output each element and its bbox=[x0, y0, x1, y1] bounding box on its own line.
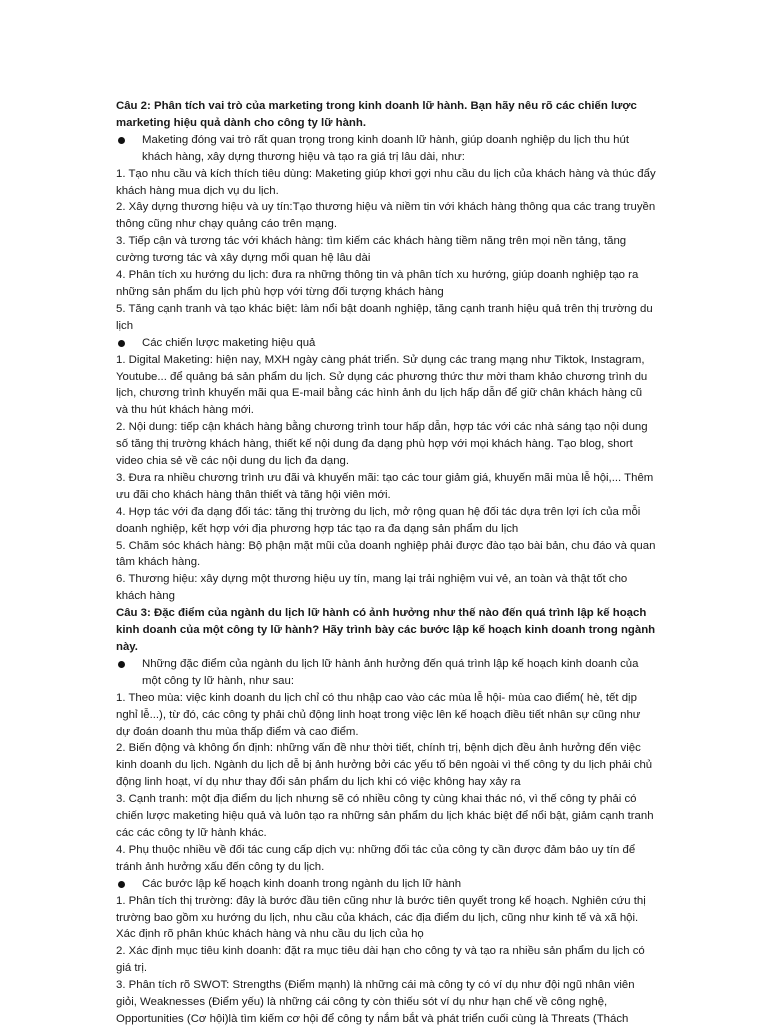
bullet-text: Các chiến lược maketing hiệu quả bbox=[142, 336, 316, 349]
strategy-item: 3. Đưa ra nhiều chương trình ưu đãi và khuyến mãi: tạo các tour giảm giá, khuyến mãi mùa lễ hội,... Thêm ưu đãi cho khách hàng thân thiết và tăng hội viên mới. bbox=[116, 471, 654, 501]
feature-item: 1. Theo mùa: việc kinh doanh du lịch chỉ có thu nhập cao vào các mùa lễ hội- mùa cao điểm( hè, tết dịp nghỉ lễ...), từ đó, các công ty phải chủ động linh hoạt trong việc lên kế hoạch điều tiết nhân sự cũng như dự đoán doanh thu mùa thấp điểm và cao điểm. bbox=[116, 691, 641, 738]
bullet-text: Những đặc điểm của ngành du lịch lữ hành ảnh hưởng đến quá trình lập kế hoạch kinh doanh của một công ty lữ hành, như sau: bbox=[142, 657, 639, 687]
feature-item: 3. Cạnh tranh: một địa điểm du lịch nhưng sẽ có nhiều công ty cùng khai thác nó, vì thế công ty phải có chiến lược maketing hiệu quả và luôn tạo ra những sản phẩm du lịch khác biệt để nổi bật, giảm cạnh tranh các các công ty lữ hành khác. bbox=[116, 793, 654, 839]
feature-item: 4. Phụ thuộc nhiều về đối tác cung cấp dịch vụ: những đối tác của công ty cần được đảm bảo uy tín để tránh ảnh hưởng xấu đến công ty du lịch. bbox=[116, 843, 636, 873]
strategy-item: 6. Thương hiệu: xây dựng một thương hiệu uy tín, mang lại trải nghiệm vui vẻ, an toàn và thật tốt cho khách hàng bbox=[116, 573, 628, 603]
step-item: 2. Xác định mục tiêu kinh doanh: đặt ra mục tiêu dài hạn cho công ty và tạo ra nhiều sản phẩm du lịch có giá trị. bbox=[116, 945, 645, 975]
bullet-dot-icon bbox=[118, 340, 125, 347]
strategy-item: 2. Nội dung: tiếp cận khách hàng bằng chương trình tour hấp dẫn, hợp tác với các nhà sáng tạo nội dung số tăng thị trường khách hàng, thiết kế nội dung đa dạng phù hợp với mọi khách hàng. Tạo blog, short video chia sẻ về các nội dung du lịch đa dạng. bbox=[116, 421, 648, 468]
bullet-dot-icon bbox=[118, 137, 125, 144]
strategy-item: 5. Chăm sóc khách hàng: Bộ phận mặt mũi của doanh nghiệp phải được đào tạo bài bản, chu đáo và quan tâm khách hàng. bbox=[116, 539, 656, 569]
question-2-title: Câu 2: Phân tích vai trò của marketing trong kinh doanh lữ hành. Bạn hãy nêu rõ các chiến lược marketing hiệu quả dành cho công ty lữ hành. bbox=[116, 100, 637, 129]
role-item: 4. Phân tích xu hướng du lịch: đưa ra những thông tin và phân tích xu hướng, giúp doanh nghiệp tạo ra những sản phẩm du lịch phù hợp với từng đối tượng khách hàng bbox=[116, 269, 639, 298]
feature-item: 2. Biến động và không ổn định: những vấn đề như thời tiết, chính trị, bệnh dịch đều ảnh hưởng đến việc kinh doanh du lịch. Ngành du lịch dễ bị ảnh hưởng bởi các yếu tố bên ngoài vì thế công ty du lịch phải chủ động linh hoạt, ví dụ như thay đổi sản phẩm du lịch khi có việc không hay xảy ra bbox=[116, 742, 653, 789]
bullet-features bbox=[116, 656, 656, 690]
strategy-item: 4. Hợp tác với đa dạng đối tác: tăng thị trường du lịch, mở rộng quan hệ đối tác dựa trên lợi ích của mỗi doanh nghiệp, kết hợp với địa phương hợp tác tạo ra đa dạng sản phẩm du lịch bbox=[116, 505, 641, 535]
role-item: 5. Tăng cạnh tranh và tạo khác biệt: làm nổi bật doanh nghiệp, tăng cạnh tranh hiệu quả trên thị trường du lịch bbox=[116, 302, 653, 332]
bullet-dot-icon bbox=[118, 661, 125, 668]
bullet-marketing-role bbox=[116, 132, 656, 166]
step-item: 1. Phân tích thị trường: đây là bước đầu tiên cũng như là bước tiên quyết trong kế hoạch. Nghiên cứu thị trường bao gồm xu hướng du lịch, nhu cầu của khách, các địa điểm du lịch, cũng như kinh tế và xã hội. Xác định rõ phân khúc khách hàng và nhu cầu du lịch của họ bbox=[116, 894, 646, 941]
bullet-text: Các bước lập kế hoạch kinh doanh trong ngành du lịch lữ hành bbox=[142, 877, 462, 890]
role-item: 1. Tạo nhu cầu và kích thích tiêu dùng: Maketing giúp khơi gợi nhu cầu du lịch của khách hàng và thúc đẩy khách hàng mua dịch vụ du lịch. bbox=[116, 167, 656, 197]
bullet-steps bbox=[116, 876, 656, 893]
role-item: 3. Tiếp cận và tương tác với khách hàng: tìm kiếm các khách hàng tiềm năng trên mọi nền tảng, tăng cường tương tác và xây dựng mối quan hệ lâu dài bbox=[116, 235, 627, 265]
strategy-item: 1. Digital Maketing: hiện nay, MXH ngày càng phát triển. Sử dụng các trang mạng như Tiktok, Instagram, Youtube... để quảng bá sản phẩm du lịch. Sử dụng các phương thức thư mời tham khảo chương trình du lịch, chương trình khuyến mãi qua E-mail bằng các hình ảnh du lịch hấp dẫn để giữ chân khách hàng cũ và thu hút khách hàng mới. bbox=[116, 353, 648, 417]
question-3-title: Câu 3: Đặc điểm của ngành du lịch lữ hành có ảnh hưởng như thế nào đến quá trình lập kế hoạch kinh doanh của một công ty lữ hành? Hãy trình bày các bước lập kế hoạch kinh doanh trong ngành này. bbox=[116, 607, 656, 653]
step-item: 3. Phân tích rõ SWOT: Strengths (Điểm mạnh) là những cái mà công ty có ví dụ như đội ngũ nhân viên giỏi, Weaknesses (Điểm yếu) là những cái công ty còn thiếu sót ví dụ như hạn chế về công nghệ, Opportunities (Cơ hội)là tìm kiếm cơ hội để công ty nắm bắt và phát triển cuối cùng là Threats (Thách bbox=[116, 979, 635, 1025]
role-item: 2. Xây dựng thương hiệu và uy tín:Tạo thương hiệu và niềm tin với khách hàng thông qua các trang truyền thông cũng như chạy quảng cáo trên mạng. bbox=[116, 201, 656, 231]
document-page bbox=[116, 98, 656, 1028]
bullet-text: Maketing đóng vai trò rất quan trọng trong kinh doanh lữ hành, giúp doanh nghiệp du lịch thu hút khách hàng, xây dựng thương hiệu và tạo ra giá trị lâu dài, như: bbox=[142, 133, 630, 163]
bullet-dot-icon bbox=[118, 881, 125, 888]
bullet-strategies bbox=[116, 335, 656, 352]
